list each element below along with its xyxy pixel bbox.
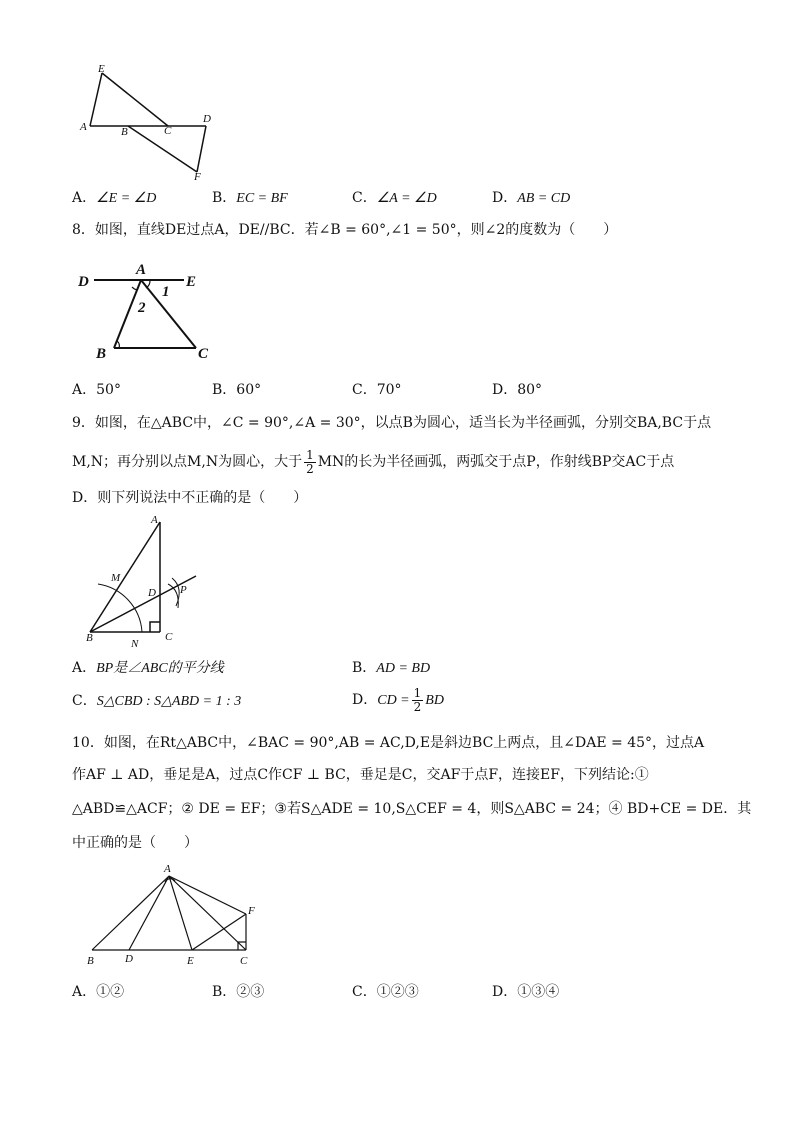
q9-figure [72,510,212,650]
q8-label-2: 2 [138,300,146,316]
q7-option-b: B．EC = BF [212,190,288,206]
q7-label-d: D [203,113,211,125]
q9-stem-line3: D．则下列说法中不正确的是（ ） [72,490,308,506]
q7-label-a: A [80,121,87,133]
q9-label-c: C [165,631,173,643]
q9-option-d-fraction: $\frac{1}{2}$ [413,685,422,714]
q7-label-c: C [164,125,172,137]
q9-label-d: D [148,587,156,599]
q8-option-d: D．80° [492,382,543,398]
q10-label-b: B [87,955,94,967]
q7-label-b: B [121,126,128,138]
q10-stem-line2: 作AF ⊥ AD，垂足是A，过点C作CF ⊥ BC，垂足是C，交AF于点F，连接EF，下列结论:① [72,767,649,783]
q10-label-d: D [125,953,133,965]
q10-label-e: E [187,955,194,967]
q8-figure [72,260,222,364]
q8-stem: 8．如图，直线DE过点A，DE//BC．若∠B = 60°,∠1 = 50°，则∠2的度数为（ ） [72,222,618,238]
q8-option-a: A．50° [72,382,121,398]
q10-stem-line4: 中正确的是（ ） [72,835,198,851]
q7-option-a: A．∠E = ∠D [72,190,157,206]
q8-option-b: B．60° [212,382,262,398]
q8-option-c: C．70° [352,382,402,398]
q10-label-c: C [240,955,248,967]
q10-label-a: A [164,863,171,875]
q9-option-a: A．BP是∠ABC的平分线 [72,660,224,676]
q9-label-a: A [151,514,158,526]
q8-label-d: D [78,274,89,290]
q10-label-f: F [248,905,255,917]
q9-option-d: D．CD = $\frac{1}{2}$ BD [352,685,444,714]
q9-stem-line2: M,N；再分别以点M,N为圆心，大于 $\frac{1}{2}$ MN的长为半径画弧，两弧交于点P，作射线BP交AC于点 [72,447,675,476]
q9-option-b: B．AD = BD [352,660,431,676]
q10-figure [80,858,260,970]
q10-stem-line3: △ABD≌△ACF；② DE = EF；③若S△ADE = 10,S△CEF = 4，则S△ABC = 24；④ BD+CE = DE．其 [72,801,752,817]
q9-fraction: $\frac{1}{2}$ [306,447,314,476]
q8-label-c: C [198,346,209,362]
q10-option-a: A．①② [72,984,125,1000]
q7-option-d: D．AB = CD [492,190,571,206]
q7-label-f: F [194,171,201,183]
q10-stem-line1: 10．如图，在Rt△ABC中，∠BAC = 90°,AB = AC,D,E是斜边BC上两点，且∠DAE = 45°，过点A [72,735,705,751]
q7-label-e: E [98,63,105,75]
q8-label-e: E [186,274,197,290]
q10-option-d: D．①③④ [492,984,560,1000]
q8-label-b: B [96,346,107,362]
q9-option-c: C．S△CBD : S△ABD = 1 : 3 [72,693,242,709]
q7-option-c: C．∠A = ∠D [352,190,437,206]
q9-label-m: M [111,572,121,584]
q8-label-a: A [136,262,147,278]
q9-label-n: N [131,638,139,650]
q10-option-c: C．①②③ [352,984,419,1000]
q10-option-b: B．②③ [212,984,265,1000]
q8-label-1: 1 [162,284,170,300]
q9-label-p: P [180,584,187,596]
q9-stem-line1: 9．如图，在△ABC中，∠C = 90°,∠A = 30°，以点B为圆心，适当长为半径画弧，分别交BA,BC于点 [72,415,712,431]
q7-figure [72,60,232,185]
q9-label-b: B [86,632,93,644]
